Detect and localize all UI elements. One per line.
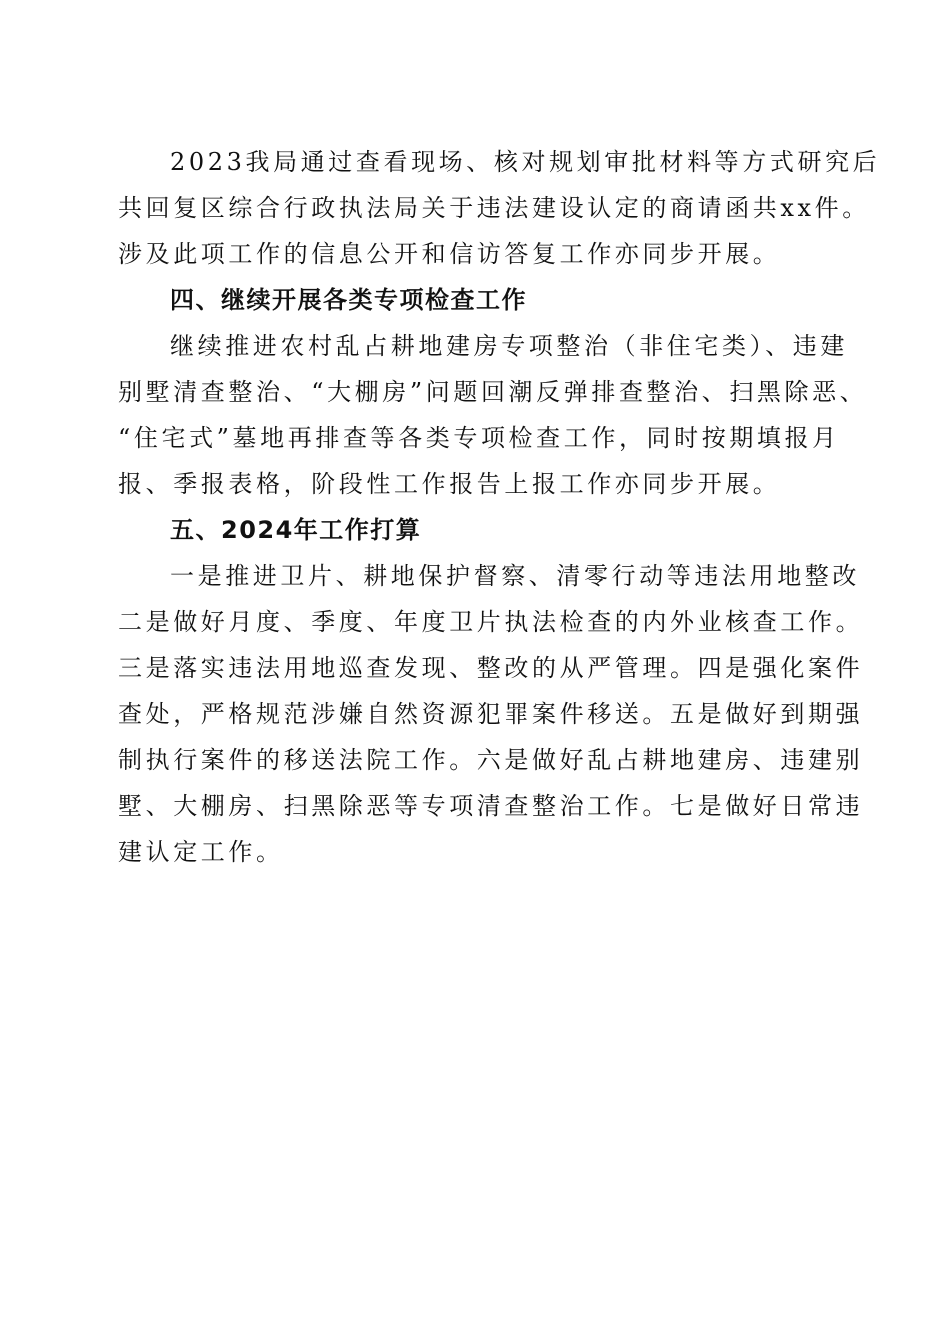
text-line: 墅、大棚房、扫黑除恶等专项清查整治工作。七是做好日常违: [118, 792, 864, 820]
document-body: [118, 139, 881, 875]
text-line: “住宅式”墓地再排查等各类专项检查工作，同时按期填报月: [118, 424, 840, 452]
text-line: 查处，严格规范涉嫌自然资源犯罪案件移送。五是做好到期强: [118, 700, 864, 728]
text-line: 建认定工作。: [118, 838, 284, 866]
section-heading-4: [118, 277, 838, 323]
text-line: 制执行案件的移送法院工作。六是做好乱占耕地建房、违建别: [118, 746, 864, 774]
paragraph-2024-plan: [118, 553, 864, 875]
text-line: 共回复区综合行政执法局关于违法建设认定的商请函共xx件。: [118, 194, 870, 222]
text-line: 报、季报表格，阶段性工作报告上报工作亦同步开展。: [118, 470, 781, 498]
text-line: 二是做好月度、季度、年度卫片执法检查的内外业核查工作。: [118, 608, 864, 636]
text-line: 三是落实违法用地巡查发现、整改的从严管理。四是强化案件: [118, 654, 864, 682]
text-line: 继续推进农村乱占耕地建房专项整治（非住宅类）、违建: [170, 332, 848, 360]
heading-text: 四、继续开展各类专项检查工作: [170, 286, 527, 314]
text-line: 涉及此项工作的信息公开和信访答复工作亦同步开展。: [118, 240, 781, 268]
heading-text: 五、2024年工作打算: [170, 516, 422, 544]
paragraph-intro: [118, 139, 881, 277]
text-line: 别墅清查整治、“大棚房”问题回潮反弹排查整治、扫黑除恶、: [118, 378, 868, 406]
section-heading-5: [118, 507, 838, 553]
text-line: 2023我局通过查看现场、核对规划审批材料等方式研究后: [170, 148, 881, 176]
text-line: 一是推进卫片、耕地保护督察、清零行动等违法用地整改: [170, 562, 860, 590]
paragraph-special-inspections: [118, 323, 868, 507]
